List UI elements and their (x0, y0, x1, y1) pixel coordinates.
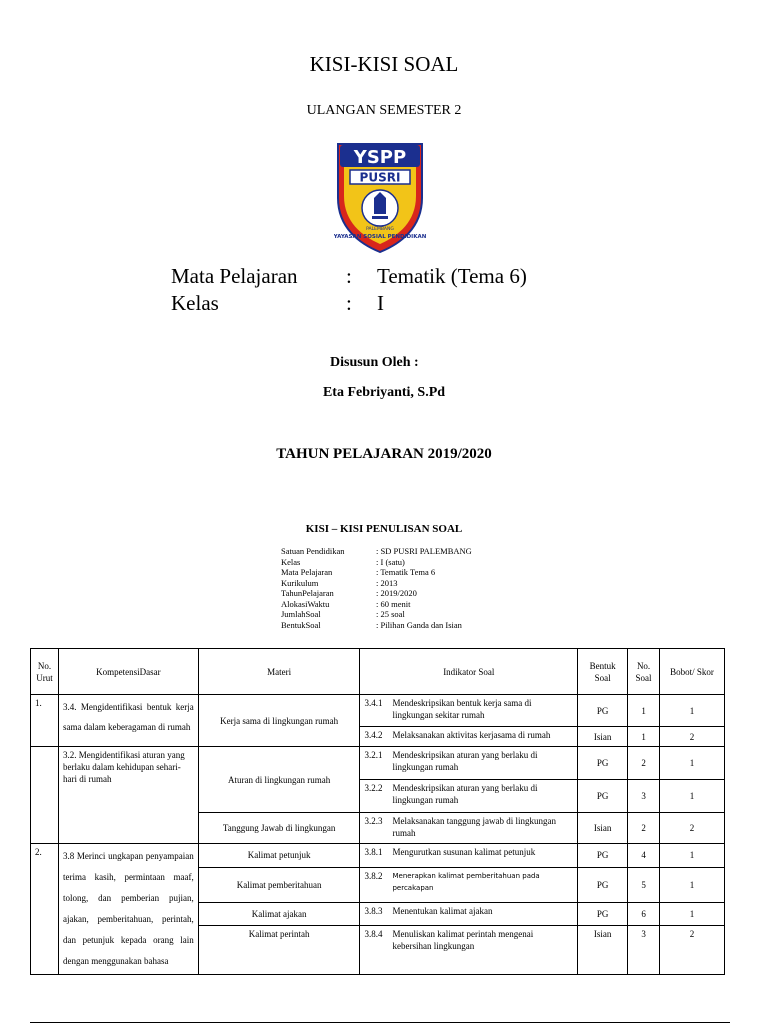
row-number: 1. (31, 695, 59, 747)
logo-ring-text: YAYASAN SOSIAL PENDIDIKAN (334, 234, 426, 240)
materi: Kalimat pemberitahuan (198, 867, 360, 903)
bobot: 1 (660, 747, 725, 780)
materi: Aturan di lingkungan rumah (198, 747, 360, 813)
class-label: Kelas (171, 291, 219, 315)
header-bentuk: Bentuk Soal (578, 649, 628, 695)
info-row: TahunPelajaran : 2019/2020 (281, 588, 417, 598)
section-title: KISI – KISI PENULISAN SOAL (305, 523, 463, 535)
bentuk-soal: Isian (578, 925, 628, 974)
info-row: Satuan Pendidikan : SD PUSRI PALEMBANG (281, 546, 472, 556)
yspp-pusri-logo (334, 140, 426, 254)
class-value: I (377, 291, 384, 315)
bobot: 2 (660, 813, 725, 844)
indikator: 3.2.3 Melaksanakan tanggung jawab di lingkungan rumah (360, 813, 578, 844)
materi: Kalimat ajakan (198, 903, 360, 925)
nomor-soal: 3 (628, 780, 660, 813)
bobot: 2 (660, 925, 725, 974)
bentuk-soal: PG (578, 867, 628, 903)
materi: Kalimat perintah (198, 925, 360, 974)
header-kd: KompetensiDasar (58, 649, 198, 695)
logo-top-text: YSPP (353, 147, 407, 168)
bentuk-soal: PG (578, 903, 628, 925)
table-row (31, 695, 725, 727)
bobot: 1 (660, 780, 725, 813)
bentuk-soal: Isian (578, 727, 628, 747)
nomor-soal: 6 (628, 903, 660, 925)
nomor-soal: 4 (628, 844, 660, 868)
kompetensi-dasar: 3.4. Mengidentifikasi bentuk kerja sama dalam keberagaman di rumah (58, 695, 198, 747)
kompetensi-dasar: 3.2. Mengidentifikasi aturan yang berlaku dalam kehidupan sehari-hari di rumah (58, 747, 198, 844)
indikator: 3.2.1 Mendeskripsikan aturan yang berlaku di lingkungan rumah (360, 747, 578, 780)
indikator: 3.8.3 Menentukan kalimat ajakan (360, 903, 578, 925)
header-nosoal: No. Soal (628, 649, 660, 695)
info-row: Kurikulum : 2013 (281, 577, 398, 588)
kompetensi-dasar: 3.8 Merinci ungkapan penyampaian terima kasih, permintaan maaf, tolong, dan pemberian pujian, ajakan, pemberitahuan, perintah, dan petunjuk kepada orang lain dengan menggunakan bahasa (58, 844, 198, 975)
kisi-kisi-table (30, 648, 725, 975)
indikator: 3.2.2 Mendeskripsikan aturan yang berlaku di lingkungan rumah (360, 780, 578, 813)
info-row: JumlahSoal : 25 soal (281, 609, 405, 619)
table-row (31, 844, 725, 868)
bentuk-soal: PG (578, 780, 628, 813)
info-block (281, 546, 472, 630)
bentuk-soal: PG (578, 747, 628, 780)
nomor-soal: 2 (628, 747, 660, 780)
bentuk-soal: PG (578, 695, 628, 727)
info-row: Kelas : I (satu) (281, 556, 405, 567)
info-row: AlokasiWaktu : 60 menit (281, 598, 411, 609)
bentuk-soal: PG (578, 844, 628, 868)
subject-label: Mata Pelajaran (171, 264, 298, 288)
author-name: Eta Febriyanti, S.Pd (322, 385, 446, 400)
info-row: BentukSoal : Pilihan Ganda dan Isian (281, 619, 462, 630)
indikator: 3.8.1 Mengurutkan susunan kalimat petunjuk (360, 844, 578, 868)
class-colon: : (346, 291, 352, 315)
indikator: 3.4.2 Melaksanakan aktivitas kerjasama di rumah (360, 727, 578, 747)
table-header-row (31, 649, 725, 695)
materi: Kerja sama di lingkungan rumah (198, 695, 360, 747)
document-title: KISI-KISI SOAL (309, 52, 459, 76)
header-bobot: Bobot/ Skor (660, 649, 725, 695)
bobot: 2 (660, 727, 725, 747)
academic-year: TAHUN PELAJARAN 2019/2020 (276, 446, 492, 462)
bobot: 1 (660, 844, 725, 868)
materi: Tanggung Jawab di lingkungan (198, 813, 360, 844)
page-divider (30, 1022, 730, 1023)
indikator: 3.4.1 Mendeskripsikan bentuk kerja sama di lingkungan sekitar rumah (360, 695, 578, 727)
bobot: 1 (660, 903, 725, 925)
indikator: 3.8.4 Menuliskan kalimat perintah mengenai kebersihan lingkungan (360, 925, 578, 974)
nomor-soal: 2 (628, 813, 660, 844)
materi: Kalimat petunjuk (198, 844, 360, 868)
logo-mid-text: PUSRI (359, 170, 401, 185)
nomor-soal: 1 (628, 695, 660, 727)
table-row (31, 747, 725, 780)
bobot: 1 (660, 695, 725, 727)
nomor-soal: 3 (628, 925, 660, 974)
subject-value: Tematik (Tema 6) (377, 264, 527, 288)
row-number: 2. (31, 844, 59, 975)
subject-colon: : (346, 264, 352, 288)
info-row: Mata Pelajaran : Tematik Tema 6 (281, 567, 436, 577)
bentuk-soal: Isian (578, 813, 628, 844)
logo-city-text: PALEMBANG (366, 227, 394, 232)
header-materi: Materi (198, 649, 360, 695)
nomor-soal: 5 (628, 867, 660, 903)
nomor-soal: 1 (628, 727, 660, 747)
header-no: No. Urut (31, 649, 59, 695)
header-indikator: Indikator Soal (360, 649, 578, 695)
bobot: 1 (660, 867, 725, 903)
document-subtitle: ULANGAN SEMESTER 2 (306, 103, 462, 118)
indikator: 3.8.2 Menerapkan kalimat pemberitahuan pada percakapan (360, 867, 578, 903)
author-label: Disusun Oleh : (330, 355, 419, 370)
